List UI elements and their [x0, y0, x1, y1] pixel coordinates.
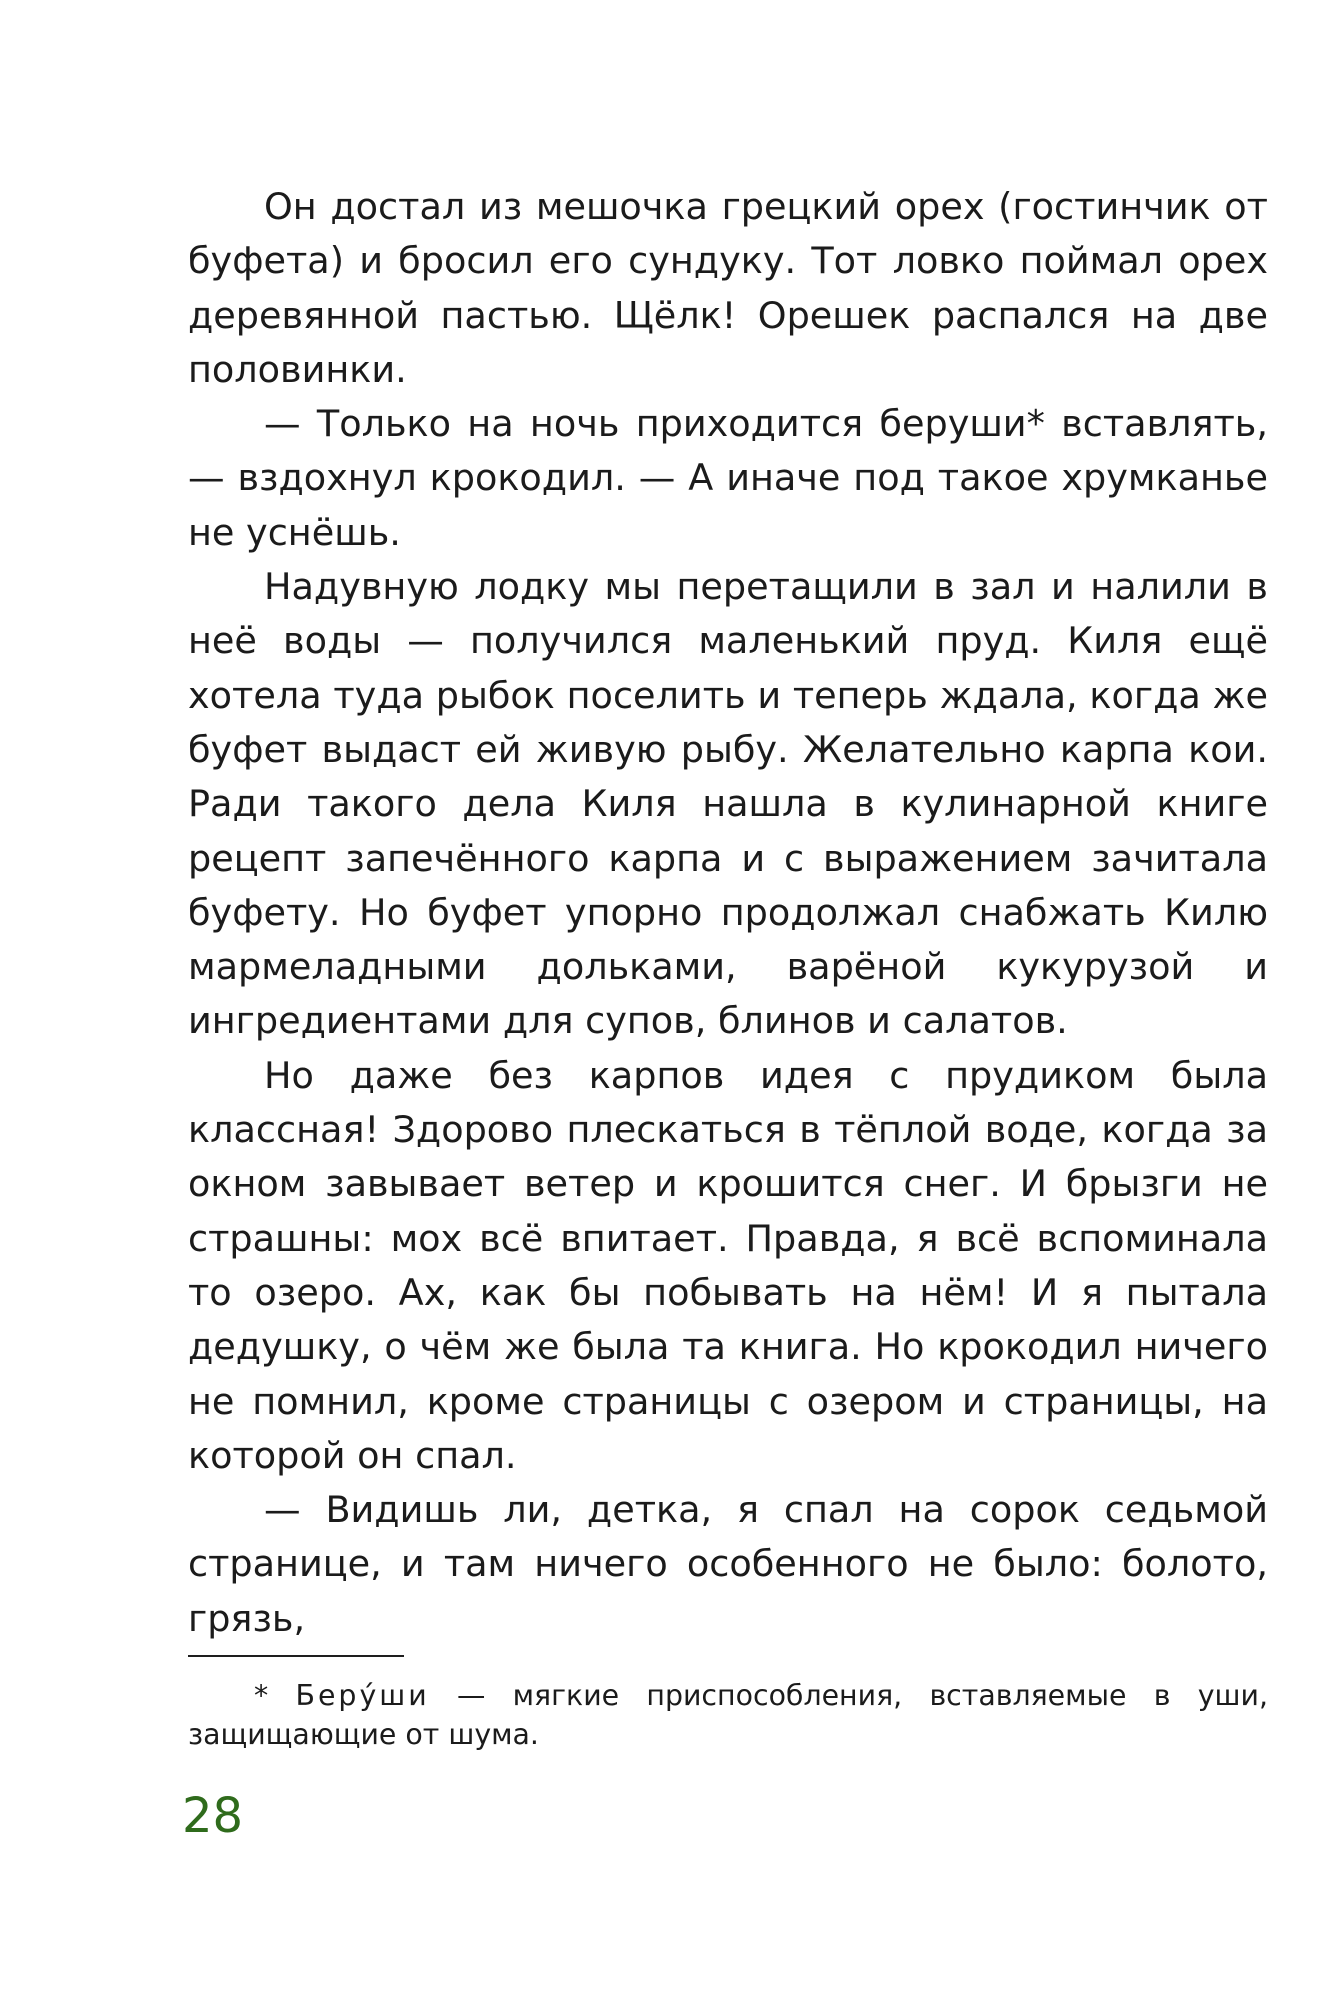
footnote [188, 1676, 1268, 1754]
paragraph-4: Но даже без карпов идея с прудиком была классная! Здорово плескаться в тёплой воде, когда за окном завывает ветер и крошится снег. И брызги не страшны: мох всё впитает. Правда, я всё вспоминала то озеро. Ах, как бы побывать на нём! И я пытала дедушку, о чём же была та книга. Но крокодил ничего не помнил, кроме страницы с озером и страницы, на которой он спал. [188, 1053, 1268, 1477]
paragraph-3: Надувную лодку мы перетащили в зал и налили в неё воды — получился маленький пруд. Киля ещё хотела туда рыбок поселить и теперь ждала, когда же буфет выдаст ей живую рыбу. Желательно карпа кои. Ради такого дела Киля нашла в кулинарной книге рецепт запечённого карпа и с выражением зачитала буфету. Но буфет упорно продолжал снабжать Килю мармеладными дольками, варёной кукурузой и ингредиентами для супов, блинов и салатов. [188, 565, 1268, 1043]
page-number: 28 [182, 1788, 244, 1844]
footnote-divider [188, 1655, 404, 1657]
paragraph-5: — Видишь ли, детка, я спал на сорок седьмой странице, и там ничего особенного не было: болото, грязь, [188, 1488, 1268, 1640]
paragraph-2: — Только на ночь приходится беруши* вставлять, — вздохнул крокодил. — А иначе под такое хрумканье не уснёшь. [188, 402, 1268, 554]
footnote-text [188, 1676, 1268, 1754]
footnote-definition: — мягкие приспособления, вставляемые в уши, защищающие от шума. [188, 1679, 1268, 1751]
footnote-term: Беру́ши [295, 1679, 430, 1712]
footnote-marker: * [254, 1679, 269, 1712]
main-text [188, 180, 1268, 1646]
paragraph-1: Он достал из мешочка грецкий орех (гостинчик от буфета) и бросил его сундуку. Тот ловко поймал орех деревянной пастью. Щёлк! Орешек распался на две половинки. [188, 185, 1268, 391]
